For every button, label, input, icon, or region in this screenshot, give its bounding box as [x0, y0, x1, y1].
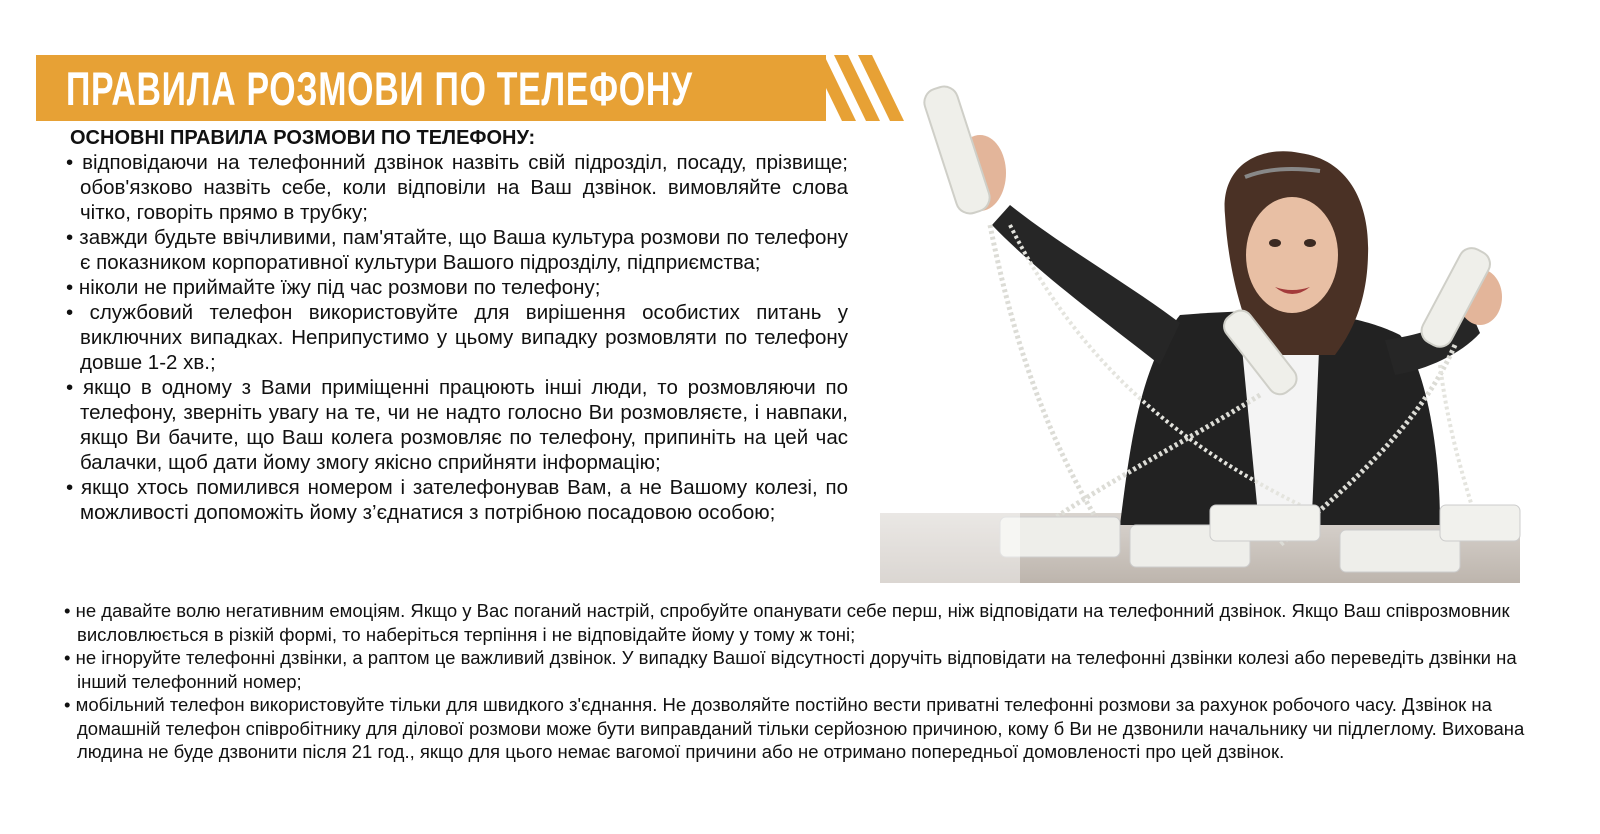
- rules-list-bottom: [64, 599, 1564, 764]
- rule-item: • мобільний телефон використовуйте тільки для швидкого з'єднання. Не дозволяйте постійно вести приватні телефонні розмови за рахунок робочого часу. Дзвінок на домашній телефон співробітнику для ділової розмови може бути виправданий тільки серйозною причиною, кому б Ви не дзвонили начальнику чи підлеглому. Вихована людина не буде дзвонити після 21 год., якщо для цього немає вагомої причини або не отримано попередньої домовленості про цей дзвінок.: [64, 693, 1564, 764]
- rule-item: • якщо в одному з Вами приміщенні працюють інші люди, то розмовляючи по телефону, зверніть увагу на те, чи не надто голосно Ви розмовляєте, і навпаки, якщо Ви бачите, що Ваш колега розмовляє по телефону, припиніть на цей час балачки, щоб дати йому змогу якісно сприйняти інформацію;: [66, 375, 848, 475]
- rule-item: • завжди будьте ввічливими, пам'ятайте, що Ваша культура розмови по телефону є показником корпоративної культури Вашого підрозділу, підприємства;: [66, 225, 848, 275]
- page-title: ПРАВИЛА РОЗМОВИ ПО ТЕЛЕФОНУ: [66, 62, 693, 115]
- rule-item: • службовий телефон використовуйте для вирішення особистих питань у виключних випадках. Неприпустимо у цьому випадку розмовляти по телефону довше 1-2 хв.;: [66, 300, 848, 375]
- rule-item: • відповідаючи на телефонний дзвінок назвіть свій підрозділ, посаду, прізвище; обов'язково назвіть себе, коли відповіли на Ваш дзвінок. вимовляйте слова чітко, говоріть прямо в трубку;: [66, 150, 848, 225]
- woman-with-telephones-illustration: [880, 65, 1540, 595]
- rules-list-top: [66, 150, 848, 525]
- rule-item: • ніколи не приймайте їжу під час розмови по телефону;: [66, 275, 848, 300]
- rule-item: • не давайте волю негативним емоціям. Якщо у Вас поганий настрій, спробуйте опанувати себе перш, ніж відповідати на телефонний дзвінок. Якщо Ваш співрозмовник висловлюється в різкій формі, то наберіться терпіння і не відповідайте йому у тому ж тоні;: [64, 599, 1564, 646]
- face: [1246, 197, 1338, 313]
- rule-item: • якщо хтось помилився номером і зателефонував Вам, а не Вашому колезі, по можливості допоможіть йому з’єднатися з потрібною посадовою особою;: [66, 475, 848, 525]
- title-banner: [36, 55, 826, 121]
- desk-phone-3: [1210, 505, 1320, 541]
- rule-item: • не ігноруйте телефонні дзвінки, а раптом це важливий дзвінок. У випадку Вашої відсутності доручіть відповідати на телефонні дзвінки колезі або переведіть дзвінки на інший телефонний номер;: [64, 646, 1564, 693]
- section-heading: ОСНОВНІ ПРАВИЛА РОЗМОВИ ПО ТЕЛЕФОНУ:: [70, 127, 536, 149]
- desk-phone-5: [1440, 505, 1520, 541]
